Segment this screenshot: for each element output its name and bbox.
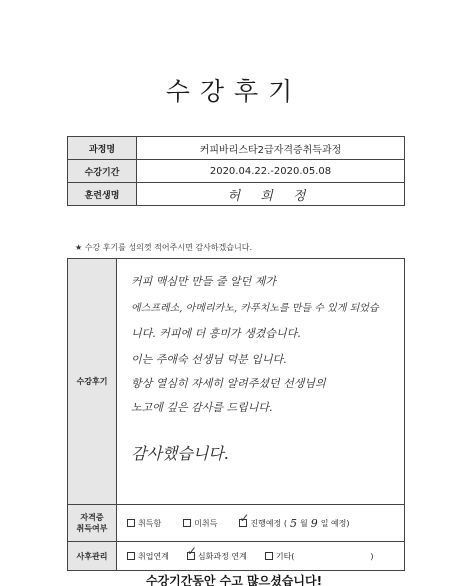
page-title: 수강후기	[165, 77, 303, 106]
cert-label-line1: 자격증	[80, 513, 104, 522]
check-mark-icon: ✓	[239, 511, 250, 525]
cert-option-scheduled-label: 진행예정 (	[250, 518, 287, 528]
checkbox-obtained[interactable]	[127, 519, 135, 527]
course-info-table	[67, 136, 405, 206]
cert-options-cell	[117, 505, 405, 542]
cert-day-suffix: 일 예정)	[320, 518, 350, 528]
cert-option-scheduled[interactable]	[239, 511, 350, 530]
review-line-6: 노고에 깊은 감사를 드립니다.	[131, 401, 273, 414]
followup-option-other-label: 기타(	[275, 551, 295, 561]
followup-option-advanced[interactable]	[186, 544, 247, 562]
followup-option-advanced-label: 심화과정 연계	[197, 551, 247, 561]
review-line-4: 이는 주애숙 선생님 덕분 입니다.	[131, 353, 287, 366]
review-line-2: 에스프레소, 아메리카노, 카푸치노를 만들 수 있게 되었습	[131, 303, 379, 314]
checkbox-other[interactable]	[265, 552, 273, 560]
cert-label	[68, 505, 117, 542]
followup-option-other[interactable]	[265, 551, 374, 562]
cert-day-handwritten: 9	[310, 516, 318, 530]
cert-option-obtained-label: 취득함	[138, 518, 162, 528]
checkbox-not-obtained[interactable]	[183, 519, 191, 527]
followup-options-cell	[117, 542, 405, 571]
cert-option-not-obtained[interactable]	[183, 518, 217, 529]
trainee-label: 훈련생명	[68, 183, 137, 206]
trainee-name-handwritten: 허 희 정	[227, 188, 314, 204]
followup-other-close: )	[370, 551, 374, 561]
review-line-3: 니다. 커피에 더 흥미가 생겼습니다.	[131, 327, 301, 340]
cert-label-line2: 취득여부	[76, 524, 108, 533]
checkbox-advanced[interactable]	[186, 544, 197, 560]
check-mark-icon: ✓	[186, 544, 197, 558]
period-value: 2020.04.22.-2020.05.08	[137, 160, 405, 183]
review-line-1: 커피 맥심만 만들 줄 알던 제가	[131, 275, 276, 288]
review-label: 수강후기	[68, 259, 117, 505]
cert-option-obtained[interactable]	[127, 518, 161, 529]
course-label: 과정명	[68, 137, 137, 160]
cert-option-not-obtained-label: 미취득	[194, 518, 218, 528]
cert-month-handwritten: 5	[289, 516, 297, 530]
review-line-7: 감사했습니다.	[131, 444, 229, 463]
instruction-note: ★ 수강 후기를 성의껏 적어주시면 감사하겠습니다.	[75, 243, 252, 252]
review-text-area	[117, 259, 405, 505]
review-form-table	[67, 258, 405, 571]
cert-month-unit: 월	[299, 518, 308, 528]
review-line-5: 항상 열심히 자세히 알려주셨던 선생님의	[131, 377, 326, 390]
checkbox-job[interactable]	[127, 552, 135, 560]
footer-message: 수강기간동안 수고 많으셨습니다!	[145, 574, 323, 586]
course-value: 커피바리스타2급자격증취득과정	[137, 137, 405, 160]
period-label: 수강기간	[68, 160, 137, 183]
followup-option-job-label: 취업연계	[138, 551, 169, 561]
checkbox-scheduled[interactable]	[239, 511, 250, 527]
followup-label: 사후관리	[68, 542, 117, 571]
followup-option-job[interactable]	[127, 551, 169, 562]
